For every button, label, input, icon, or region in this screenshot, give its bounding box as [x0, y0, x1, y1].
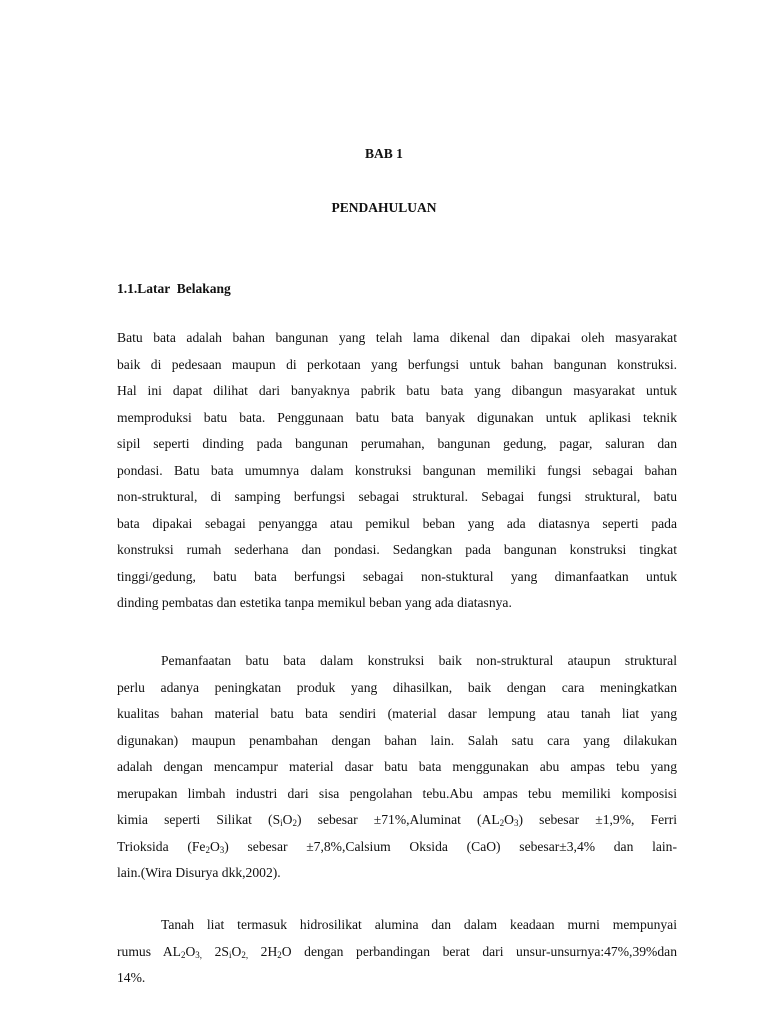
paragraph-line: kualitas bahan material batu bata sendiri (material dasar lempung atau tanah liat yang	[117, 706, 677, 721]
paragraph-line: sipil seperti dinding pada bangunan perumahan, bangunan gedung, pagar, saluran dan	[117, 436, 677, 451]
paragraph-3	[117, 912, 677, 992]
paragraph-line: Trioksida $(Fe_2O_3)$ sebesar ±7,8%,Calsium Oksida (CaO) sebesar±3,4% dan lain-	[117, 838, 677, 855]
chapter-label: BAB 1	[365, 146, 403, 161]
paragraph-line: memproduksi batu bata. Penggunaan batu bata banyak digunakan untuk aplikasi teknik	[117, 409, 677, 425]
paragraph-1	[117, 325, 677, 617]
paragraph-line: pondasi. Batu bata umumnya dalam konstruksi bangunan memiliki fungsi sebagai bahan	[117, 462, 677, 478]
paragraph-line: adalah dengan mencampur material dasar batu bata menggunakan abu ampas tebu yang	[117, 759, 677, 774]
paragraph-line: bata dipakai sebagai penyangga atau pemikul beban yang ada diatasnya seperti pada	[117, 515, 677, 531]
chapter-title: PENDAHULUAN	[331, 200, 437, 215]
paragraph-line: perlu adanya peningkatan produk yang dihasilkan, baik dengan cara meningkatkan	[117, 679, 677, 695]
paragraph-line: Tanah liat termasuk hidrosilikat alumina dan dalam keadaan murni mempunyai	[161, 917, 677, 932]
paragraph-2	[117, 648, 677, 887]
paragraph-line: lain.(Wira Disurya dkk,2002).	[117, 865, 281, 880]
section-heading: 1.1.Latar Belakang	[117, 281, 231, 296]
paragraph-line: rumus $AL_2O_{3,}$ $2S_iO_{2,}$ $2H_2O$ dengan perbandingan berat dari unsur-unsurnya:47%,39%dan	[117, 943, 677, 960]
paragraph-line: digunakan) maupun penambahan dengan bahan lain. Salah satu cara yang dilakukan	[117, 732, 677, 748]
paragraph-line: Hal ini dapat dilihat dari banyaknya pabrik batu bata yang dibangun masyarakat untuk	[117, 383, 677, 398]
paragraph-line: dinding pembatas dan estetika tanpa memikul beban yang ada diatasnya.	[117, 595, 512, 610]
paragraph-line: non-struktural, di samping berfungsi sebagai struktural. Sebagai fungsi struktural, batu	[117, 489, 677, 504]
paragraph-line: kimia seperti Silikat $(S_iO_2)$ sebesar ±71%,Aluminat $(AL_2O_3)$ sebesar ±1,9%, Ferri	[117, 812, 677, 828]
paragraph-line: Batu bata adalah bahan bangunan yang telah lama dikenal dan dipakai oleh masyarakat	[117, 330, 677, 345]
paragraph-line: tinggi/gedung, batu bata berfungsi sebagai non-stuktural yang dimanfaatkan untuk	[117, 568, 677, 584]
paragraph-line: 14%.	[117, 970, 146, 985]
paragraph-line: merupakan limbah industri dari sisa pengolahan tebu.Abu ampas tebu memiliki komposisi	[117, 785, 677, 801]
paragraph-line: baik di pedesaan maupun di perkotaan yang berfungsi untuk bahan bangunan konstruksi.	[117, 356, 677, 372]
paragraph-line: Pemanfaatan batu bata dalam konstruksi baik non-struktural ataupun struktural	[161, 653, 677, 668]
paragraph-line: konstruksi rumah sederhana dan pondasi. Sedangkan pada bangunan konstruksi tingkat	[117, 542, 677, 557]
